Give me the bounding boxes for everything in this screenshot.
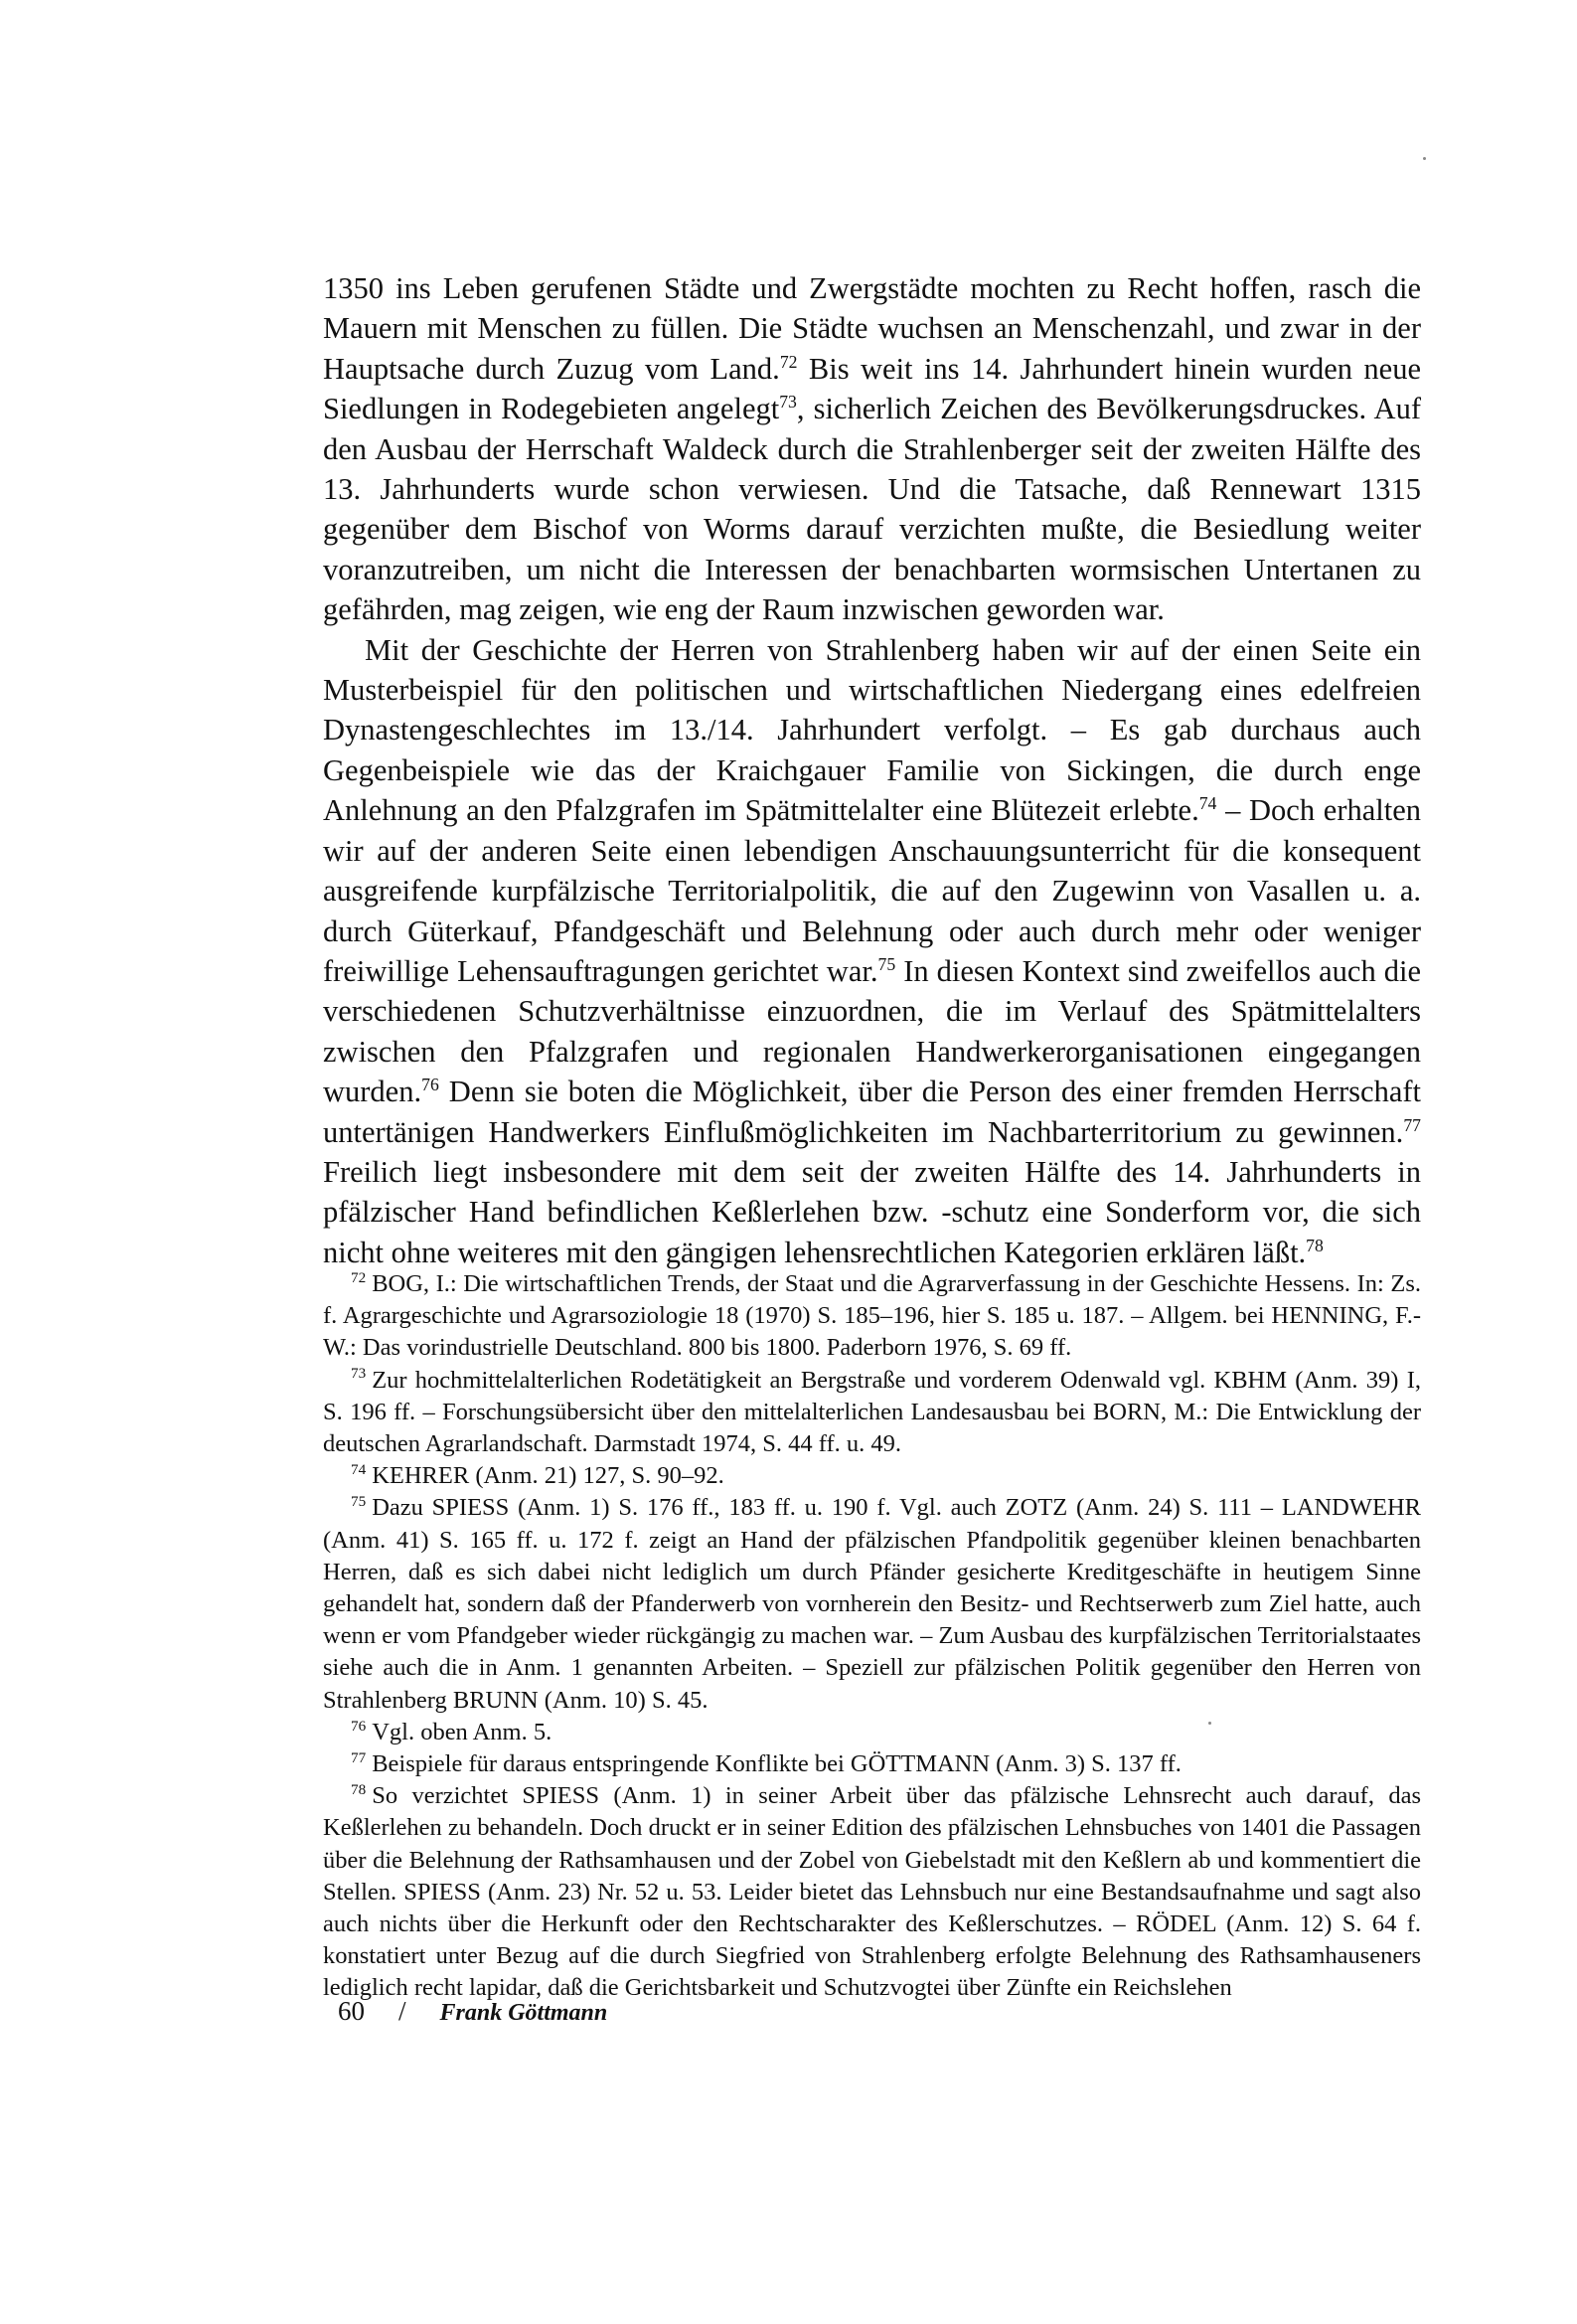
- footnote-76: $^{76}$ Vgl. oben Anm. 5.: [351, 1717, 552, 1745]
- footnote-ref-77[interactable]: 77: [1403, 1114, 1421, 1135]
- scan-speck: [1423, 157, 1426, 160]
- footnote-ref-76[interactable]: 76: [421, 1074, 439, 1094]
- main-text: [323, 268, 1421, 1272]
- footnote-75: $^{75}$ Dazu SPIESS (Anm. 1) S. 176 ff., 183 ff. u. 190 f. Vgl. auch ZOTZ (Anm. 24) S. 111 – LANDWEHR (Anm. 41) S. 165 ff. u. 172 f. zeigt an Hand der pfälzischen Pfandpolitik gegenüber kleinen benachbarten Herren, daß es sich dabei nicht lediglich um durch Pfänder gesicherte Kreditgeschäfte in heutigem Sinne gehandelt hat, sondern daß der Pfanderwerb von vornherein den Besitz- und Rechtserwerb zum Ziel hatte, auch wenn er vom Pfandgeber wieder rückgängig zu machen war. – Zum Ausbau des kurpfälzischen Territorialstaates siehe auch die in Anm. 1 genannten Arbeiten. – Speziell zur pfälzischen Politik gegenüber den Herren von Strahlenberg BRUNN (Anm. 10) S. 45.: [323, 1493, 1421, 1714]
- footnote-ref-75[interactable]: 75: [877, 953, 896, 974]
- footnote-ref-78[interactable]: 78: [1306, 1235, 1324, 1255]
- page-number: 60: [338, 1996, 365, 2026]
- footnote-77: $^{77}$ Beispiele für daraus entspringende Konflikte bei GÖTTMANN (Anm. 3) S. 137 ff.: [351, 1748, 1182, 1778]
- footnote-73: $^{73}$ Zur hochmittelalterlichen Rodetätigkeit an Bergstraße und vorderem Odenwald vgl. KBHM (Anm. 39) I, S. 196 ff. – Forschungsübersicht über den mittelalterlichen Landesausbau bei BORN, M.: Die Entwicklung der deutschen Agrarlandschaft. Darmstadt 1974, S. 44 ff. u. 49.: [323, 1365, 1421, 1458]
- footnote-ref-73[interactable]: 73: [779, 392, 797, 413]
- footnote-74: $^{74}$ KEHRER (Anm. 21) 127, S. 90–92.: [351, 1461, 724, 1490]
- paragraph-1: 1350 ins Leben gerufenen Städte und Zwergstädte mochten zu Recht hoffen, rasch die Mauern mit Menschen zu füllen. Die Städte wuchsen an Menschenzahl, und zwar in der Hauptsache durch Zuzug vom Land.$^{72}$ Bis weit ins 14. Jahrhundert hinein wurden neue Siedlungen in Rodegebieten angelegt$^{73}$, sicherlich Zeichen des Bevölkerungsdruckes. Auf den Ausbau der Herrschaft Waldeck durch die Strahlenberger seit der zweiten Hälfte des 13. Jahrhunderts wurde schon verwiesen. Und die Tatsache, daß Rennewart 1315 gegenüber dem Bischof von Worms darauf verzichten mußte, die Besiedlung weiter voranzutreiben, um nicht die Interessen der benachbarten wormsischen Untertanen zu gefährden, mag zeigen, wie eng der Raum inzwischen geworden war.: [323, 271, 1421, 627]
- running-author: Frank Göttmann: [439, 2000, 608, 2026]
- body-text: [323, 268, 1421, 1272]
- footnote-72: $^{72}$ BOG, I.: Die wirtschaftlichen Trends, der Staat und die Agrarverfassung in der Geschichte Hessens. In: Zs. f. Agrargeschichte und Agrarsoziologie 18 (1970) S. 185–196, hier S. 185 u. 187. – Allgem. bei HENNING, F.-W.: Das vorindustrielle Deutschland. 800 bis 1800. Paderborn 1976, S. 69 ff.: [323, 1268, 1421, 1362]
- scan-speck: [1208, 1722, 1211, 1725]
- footer-separator: /: [398, 1996, 406, 2026]
- footnotes: [323, 1268, 1421, 2005]
- footnote-ref-74[interactable]: 74: [1198, 793, 1217, 814]
- page-footer: [338, 1996, 607, 2027]
- footnote-ref-72[interactable]: 72: [779, 351, 798, 372]
- paragraph-2: Mit der Geschichte der Herren von Strahlenberg haben wir auf der einen Seite ein Musterbeispiel für den politischen und wirtschaftlichen Niedergang eines edelfreien Dynastengeschlechtes im 13./14. Jahrhundert verfolgt. – Es gab durchaus auch Gegenbeispiele wie das der Kraichgauer Familie von Sickingen, die durch enge Anlehnung an den Pfalzgrafen im Spätmittelalter eine Blütezeit erlebte.$^{74}$ – Doch erhalten wir auf der anderen Seite einen lebendigen Anschauungsunterricht für die konsequent ausgreifende kurpfälzische Territorialpolitik, die auf den Zugewinn von Vasallen u. a. durch Güterkauf, Pfandgeschäft und Belehnung oder auch durch mehr oder weniger freiwillige Lehensauftragungen gerichtet war.$^{75}$ In diesen Kontext sind zweifellos auch die verschiedenen Schutzverhältnisse einzuordnen, die im Verlauf des Spätmittelalters zwischen den Pfalzgrafen und regionalen Handwerkerorganisationen eingegangen wurden.$^{76}$ Denn sie boten die Möglichkeit, über die Person des einer fremden Herrschaft untertänigen Handwerkers Einflußmöglichkeiten im Nachbarterritorium zu gewinnen.$^{77}$ Freilich liegt insbesondere mit dem seit der zweiten Hälfte des 14. Jahrhunderts in pfälzischer Hand befindlichen Keßlerlehen bzw. -schutz eine Sonderform vor, die sich nicht ohne weiteres mit den gängigen lehensrechtlichen Kategorien erklären läßt.$^{78}$: [323, 632, 1421, 1269]
- footnote-78: $^{78}$ So verzichtet SPIESS (Anm. 1) in seiner Arbeit über das pfälzische Lehnsrecht auch darauf, das Keßlerlehen zu behandeln. Doch druckt er in seiner Edition des pfälzischen Lehnsbuches von 1401 die Passagen über die Belehnung der Rathsamhausen und der Zobel von Giebelstadt mit den Keßlern ab und kommentiert die Stellen. SPIESS (Anm. 23) Nr. 52 u. 53. Leider bietet das Lehnsbuch nur eine Bestandsaufnahme und sagt also auch nichts über die Herkunft oder den Rechtscharakter des Keßlerschutzes. – RÖDEL (Anm. 12) S. 64 f. konstatiert unter Bezug auf die durch Siegfried von Strahlenberg erfolgte Belehnung des Rathsamhauseners lediglich recht lapidar, daß die Gerichtsbarkeit und Schutzvogtei über Zünfte ein Reichslehen: [323, 1781, 1421, 2002]
